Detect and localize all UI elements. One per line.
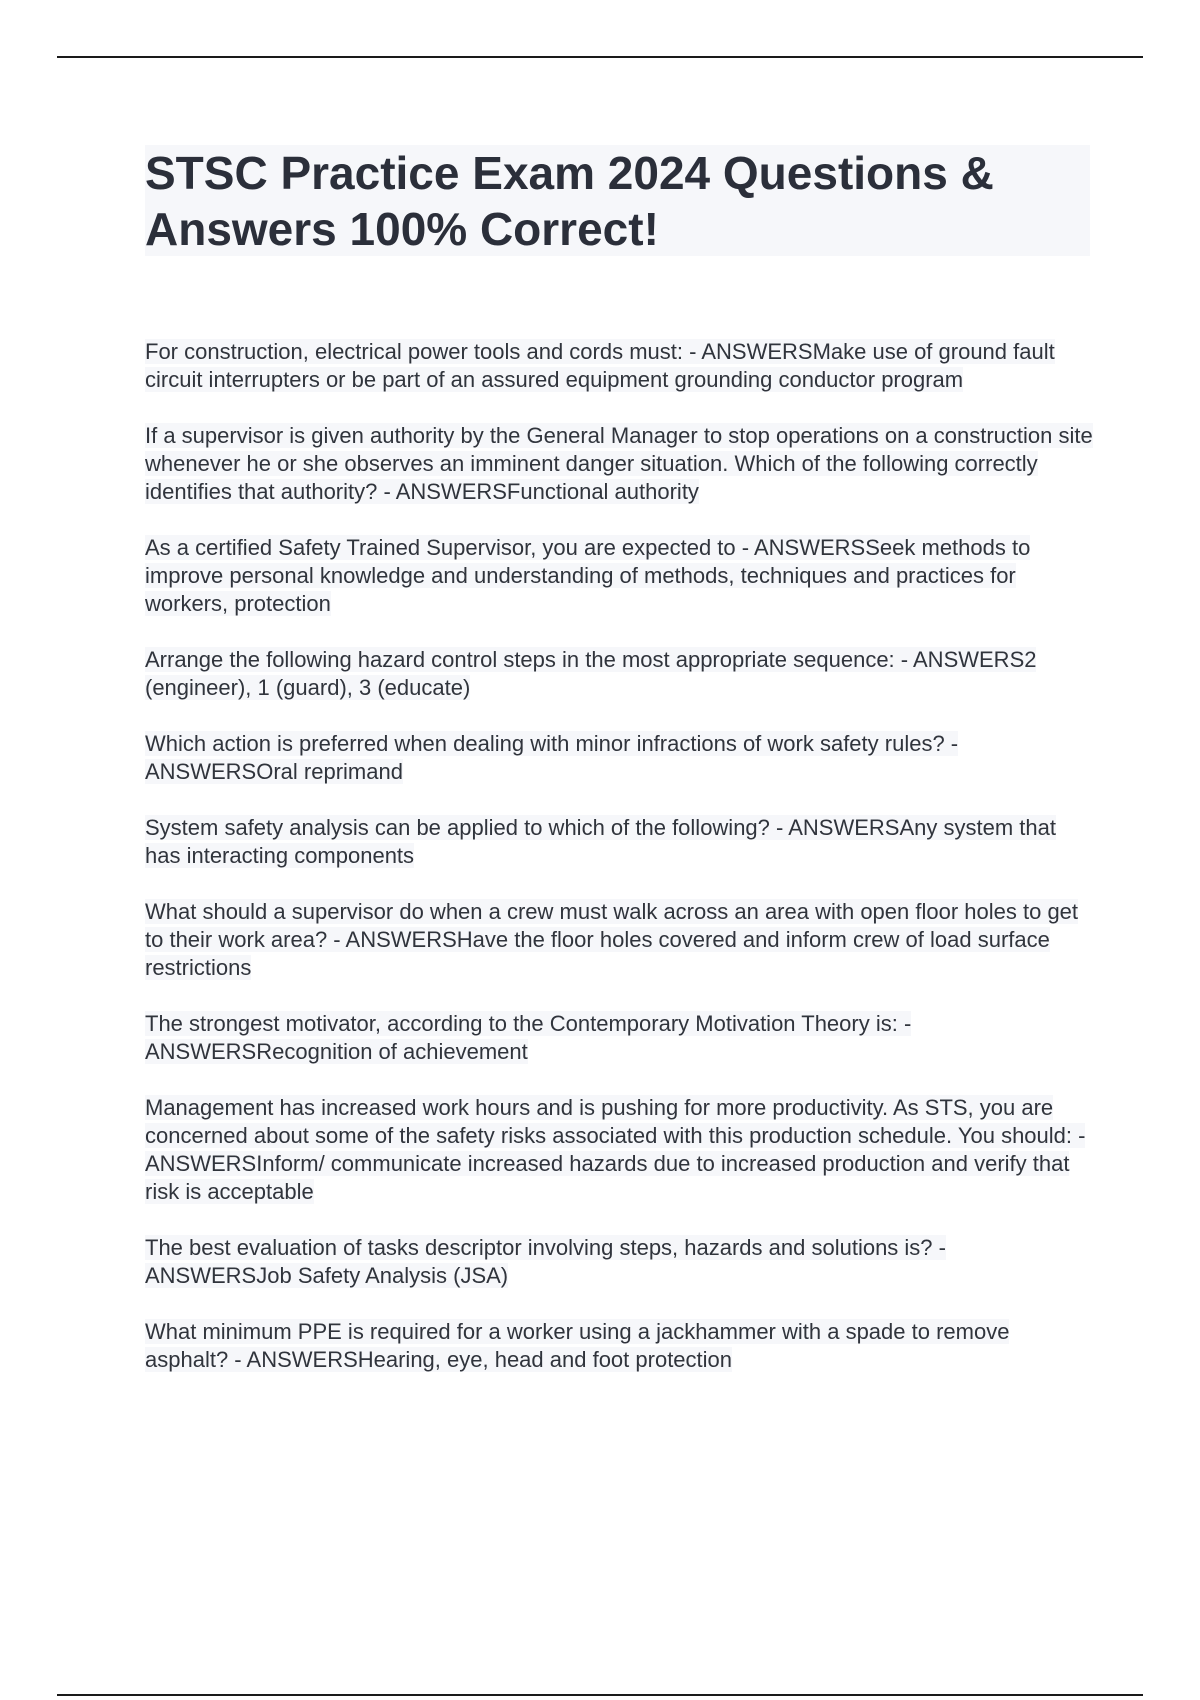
top-rule bbox=[57, 56, 1143, 58]
qa-item bbox=[145, 534, 1095, 618]
qa-text: As a certified Safety Trained Supervisor, you are expected to - ANSWERSSeek methods to improve personal knowledge and understanding of methods, techniques and practices for workers, protection bbox=[145, 535, 1031, 616]
qa-item bbox=[145, 646, 1095, 702]
qa-text: What should a supervisor do when a crew must walk across an area with open floor holes to get to their work area? - ANSWERSHave the floor holes covered and inform crew of load surface restrictions bbox=[145, 899, 1079, 980]
qa-text: If a supervisor is given authority by the General Manager to stop operations on a construction site whenever he or she observes an imminent danger situation. Which of the following correctly identifies that authority? - ANSWERSFunctional authority bbox=[145, 423, 1093, 504]
qa-text: The strongest motivator, according to the Contemporary Motivation Theory is: - ANSWERSRecognition of achievement bbox=[145, 1011, 912, 1064]
qa-item bbox=[145, 422, 1095, 506]
qa-item bbox=[145, 730, 1095, 786]
qa-item bbox=[145, 338, 1095, 394]
qa-text: System safety analysis can be applied to which of the following? - ANSWERSAny system that has interacting components bbox=[145, 815, 1056, 868]
qa-text: What minimum PPE is required for a worker using a jackhammer with a spade to remove asphalt? - ANSWERSHearing, eye, head and foot protection bbox=[145, 1319, 1010, 1372]
page-title: STSC Practice Exam 2024 Questions & Answers 100% Correct! bbox=[145, 147, 994, 255]
title-block bbox=[145, 145, 1090, 256]
qa-item bbox=[145, 1234, 1095, 1290]
qa-item bbox=[145, 898, 1095, 982]
qa-item bbox=[145, 1010, 1095, 1066]
qa-text: The best evaluation of tasks descriptor involving steps, hazards and solutions is? - ANSWERSJob Safety Analysis (JSA) bbox=[145, 1235, 946, 1288]
qa-list bbox=[145, 338, 1095, 1402]
qa-item bbox=[145, 814, 1095, 870]
qa-text: Arrange the following hazard control steps in the most appropriate sequence: - ANSWERS2 (engineer), 1 (guard), 3 (educate) bbox=[145, 647, 1037, 700]
qa-item bbox=[145, 1094, 1095, 1206]
qa-text: Which action is preferred when dealing with minor infractions of work safety rules? - ANSWERSOral reprimand bbox=[145, 731, 959, 784]
bottom-rule bbox=[57, 1694, 1143, 1696]
qa-item bbox=[145, 1318, 1095, 1374]
qa-text: For construction, electrical power tools and cords must: - ANSWERSMake use of ground fault circuit interrupters or be part of an assured equipment grounding conductor program bbox=[145, 339, 1055, 392]
qa-text: Management has increased work hours and is pushing for more productivity. As STS, you are concerned about some of the safety risks associated with this production schedule. You should: - ANSWERSInform/ communicate increased hazards due to increased production and verify that risk is acceptable bbox=[145, 1095, 1086, 1204]
